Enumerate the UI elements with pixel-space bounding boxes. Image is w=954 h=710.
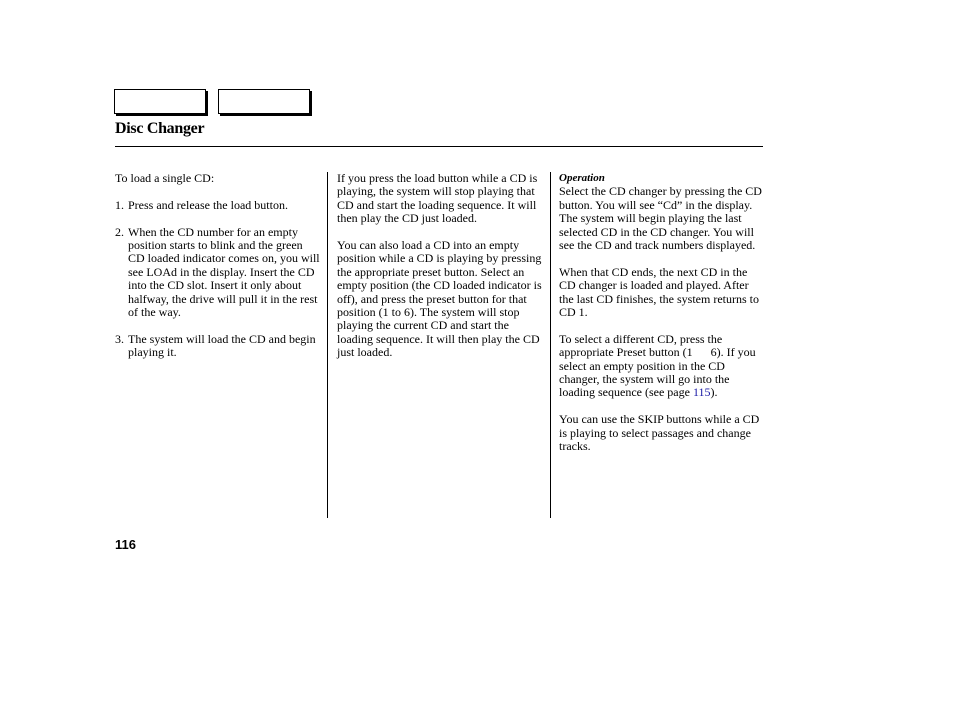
paragraph-text: To select a different CD, press the appropriate Preset button (1 6). If you select an empty position in the CD changer, the system will go into the loading sequence (see page	[559, 331, 759, 400]
title-rule	[115, 146, 763, 147]
page-number: 116	[115, 537, 136, 552]
nav-button-index[interactable]	[218, 89, 310, 114]
column-divider	[327, 172, 328, 518]
paragraph: You can use the SKIP buttons while a CD is playing to select passages and change tracks.	[559, 412, 760, 454]
list-item-text: When the CD number for an empty position starts to blink and the green CD loaded indicator comes on, you will see LOAd in the display. Insert the CD into the CD slot. Insert it only about halfway, the drive will pull it in the rest of the way.	[128, 224, 320, 320]
paragraph: You can also load a CD into an empty position while a CD is playing by pressing the appropriate preset button. Select an empty position (the CD loaded indicator is off), and press the preset button for that position (1 to 6). The system will stop playing the current CD and start the loading sequence. It will then play the CD just loaded.	[337, 238, 542, 360]
column-divider	[550, 172, 551, 518]
nav-button-contents[interactable]	[114, 89, 206, 114]
section-heading: Operation	[559, 172, 605, 184]
list-item-number: 2.	[115, 224, 124, 239]
list-item-text: Press and release the load button.	[128, 197, 288, 212]
column-1	[115, 172, 320, 360]
list-item	[115, 226, 320, 320]
paragraph	[559, 333, 765, 400]
paragraph: Select the CD changer by pressing the CD button. You will see “Cd” in the display. The system will begin playing the last selected CD in the CD changer. You will see the CD and track numbers displayed.	[559, 184, 762, 253]
paragraph: If you press the load button while a CD is playing, the system will stop playing that CD and start the loading sequence. It will then play the CD just loaded.	[337, 171, 538, 226]
page-reference-link[interactable]: 115	[692, 385, 711, 400]
list-item	[115, 333, 320, 360]
page-title: Disc Changer	[115, 120, 205, 137]
list-item-number: 1.	[115, 197, 124, 212]
list-item-text: The system will load the CD and begin playing it.	[128, 331, 316, 360]
intro-text: To load a single CD:	[115, 171, 215, 185]
paragraph: When that CD ends, the next CD in the CD changer is loaded and played. After the last CD finishes, the system returns to CD 1.	[559, 264, 759, 320]
column-2	[337, 172, 545, 373]
list-item-number: 3.	[115, 331, 124, 346]
paragraph-text: ).	[710, 385, 718, 400]
column-3	[559, 172, 765, 467]
list-item	[115, 199, 320, 212]
